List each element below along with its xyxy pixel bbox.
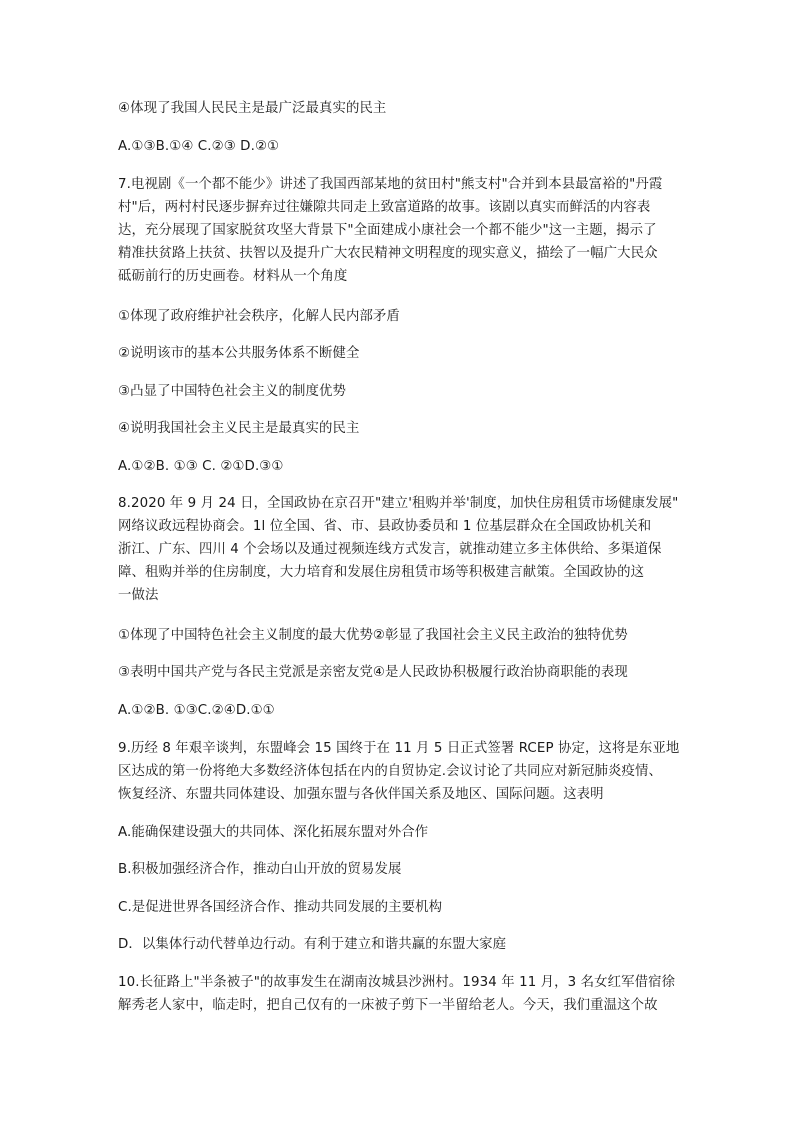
text-line: 浙江、广东、四川 4 个会场以及通过视频连线方式发言，就推动建立多主体供给、多渠道保 (118, 542, 662, 557)
text-line: 恢复经济、东盟共同体建设、加强东盟与各伙伴国关系及地区、国际问题。这表明 (118, 787, 604, 802)
text-line: ④说明我国社会主义民主是最真实的民主 (118, 421, 360, 436)
text-line: 网络议政远程协商会。1l 位全国、省、市、县政协委员和 1 位基层群众在全国政协机关和 (118, 519, 652, 534)
text-line: A.①②B. ①③C.②④D.①① (118, 703, 275, 718)
text-line: 10.长征路上"半条被子"的故事发生在湖南汝城县沙洲村。1934 年 11 月，3 名女红军借宿徐 (118, 975, 676, 990)
text-line: 9.历经 8 年艰辛谈判，东盟峰会 15 国终于在 11 月 5 日正式签署 RCEP 协定，这将是东亚地 (118, 741, 680, 756)
text-line: ②说明该市的基本公共服务体系不断健全 (118, 346, 360, 361)
text-line: ③凸显了中国特色社会主义的制度优势 (118, 384, 346, 399)
text-line: D．以集体行动代替单边行动。有利于建立和谐共赢的东盟大家庭 (118, 937, 507, 952)
q6-option-4 (118, 97, 684, 120)
q8-options-1-2 (118, 624, 684, 647)
q8-stem (118, 492, 684, 607)
text-line: B.积极加强经济合作，推动白山开放的贸易发展 (118, 862, 402, 877)
q7-option-4 (118, 417, 684, 440)
text-line: A.①②B. ①③ C. ②①D.③① (118, 459, 284, 474)
q9-option-c (118, 896, 684, 919)
text-line: ①体现了政府维护社会秩序，化解人民内部矛盾 (118, 309, 400, 324)
q7-option-1 (118, 305, 684, 328)
text-line: 8.2020 年 9 月 24 日，全国政协在京召开"建立'租购并举'制度，加快住房租赁市场健康发展" (118, 496, 679, 511)
q7-answer-choices (118, 455, 684, 478)
q8-options-3-4 (118, 661, 684, 684)
q9-stem (118, 737, 684, 806)
text-line: ④体现了我国人民民主是最广泛最真实的民主 (118, 101, 387, 116)
q9-option-a (118, 821, 684, 844)
q6-answer-choices (118, 135, 684, 158)
q7-stem (118, 173, 684, 288)
text-line: 障、租购并举的住房制度，大力培育和发展住房租赁市场等积极建言献策。全国政协的这 (118, 565, 645, 580)
text-line: 区达成的第一份将绝大多数经济体包括在内的自贸协定.会议讨论了共同应对新冠肺炎疫情、 (118, 764, 662, 779)
q7-option-3 (118, 380, 684, 403)
text-line: ③表明中国共产党与各民主党派是亲密友党④是人民政协积极履行政治协商职能的表现 (118, 665, 628, 680)
text-line: 砥砺前行的历史画卷。材料从一个角度 (118, 269, 348, 284)
text-line: 解秀老人家中，临走时，把自己仅有的一床被子剪下一半留给老人。今天，我们重温这个故 (118, 998, 658, 1013)
text-line: ①体现了中国特色社会主义制度的最大优势②彰显了我国社会主义民主政治的独特优势 (118, 628, 628, 643)
q9-option-d (118, 933, 684, 956)
text-line: 精准扶贫路上扶贫、扶智以及提升广大农民精神文明程度的现实意义，描绘了一幅广大民众 (118, 246, 658, 261)
q9-option-b (118, 858, 684, 881)
q8-answer-choices (118, 699, 684, 722)
text-line: A.①③B.①④ C.②③ D.②① (118, 139, 280, 154)
text-line: A.能确保建设强大的共同体、深化拓展东盟对外合作 (118, 825, 429, 840)
text-line: 一做法 (118, 588, 159, 603)
text-line: C.是促进世界各国经济合作、推动共同发展的主要机构 (118, 900, 443, 915)
text-line: 达，充分展现了国家脱贫攻坚大背景下"全面建成小康社会一个都不能少"这一主题，揭示了 (118, 223, 657, 238)
text-line: 村"后，两村村民逐步摒弃过往嫌隙共同走上致富道路的故事。该剧以真实而鲜活的内容表 (118, 200, 651, 215)
q10-stem (118, 971, 684, 1017)
text-line: 7.电视剧《一个都不能少》讲述了我国西部某地的贫田村"熊支村"合并到本县最富裕的"丹霞 (118, 177, 663, 192)
q7-option-2 (118, 342, 684, 365)
